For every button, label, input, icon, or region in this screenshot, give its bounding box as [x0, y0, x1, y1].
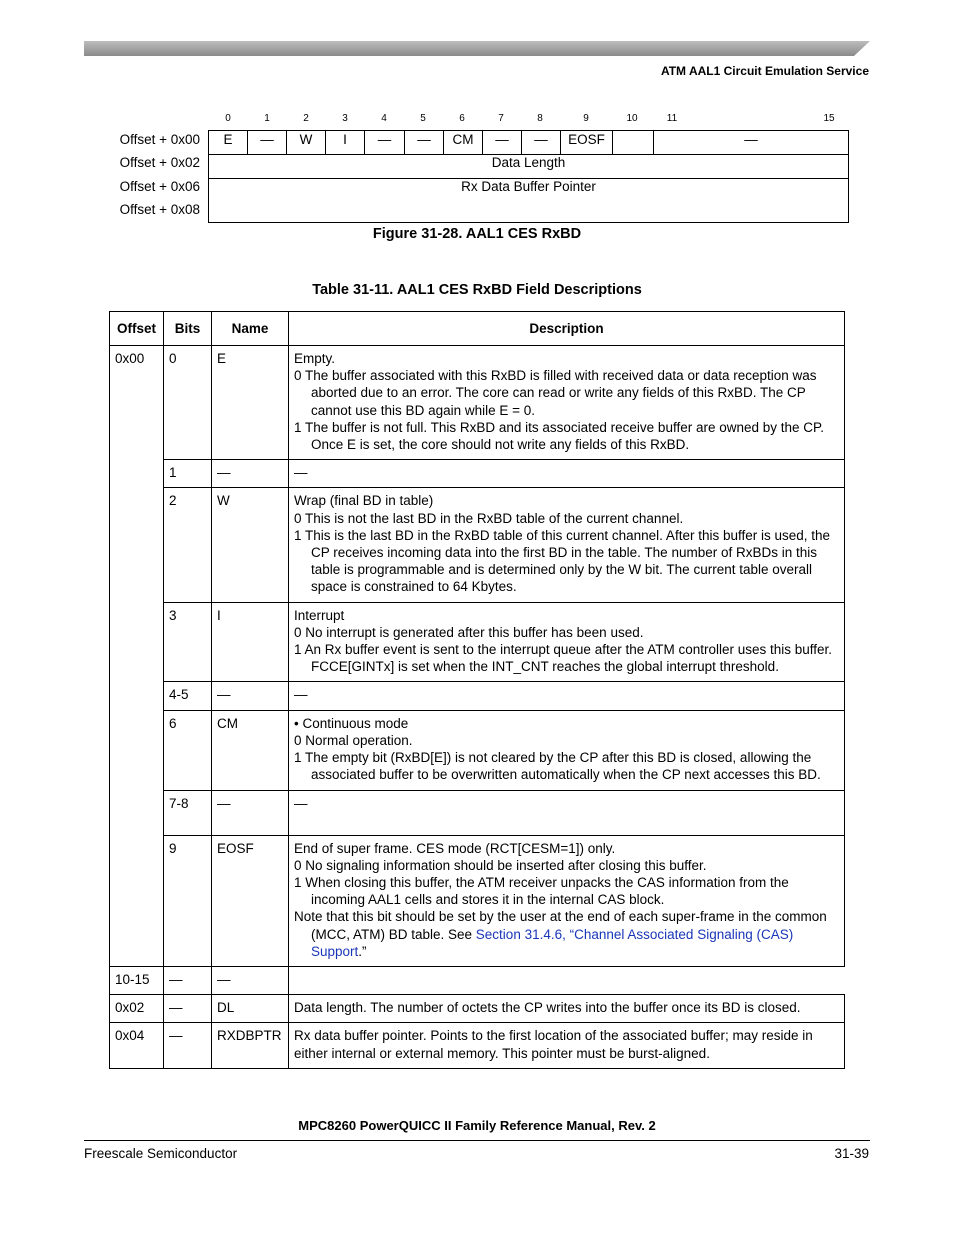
table-row — [110, 835, 845, 966]
cell-name: I — [212, 602, 289, 682]
desc-line: 0 Normal operation. — [294, 732, 413, 748]
header-name: Name — [212, 312, 289, 346]
offset-label: Offset + 0x00 — [119, 132, 200, 147]
field-reserved: — — [365, 131, 405, 154]
field-reserved: — — [483, 131, 522, 154]
page-number: 31-39 — [834, 1146, 869, 1161]
desc-line: Empty. — [294, 351, 336, 366]
cell-bits: — — [164, 995, 212, 1023]
field-reserved: — — [405, 131, 444, 154]
cell-bits: 4-5 — [164, 682, 212, 710]
desc-line: 0 This is not the last BD in the RxBD table of the current channel. — [294, 510, 684, 526]
field-eosf: EOSF — [561, 131, 613, 154]
desc-line: 1 The empty bit (RxBD[E]) is not cleared by the CP after this BD is closed, allowing the associated buffer to be overwritten automatically when the CP next accesses this BD. — [294, 750, 821, 783]
desc-line: 1 The buffer is not full. This RxBD and its associated receive buffer are owned by the CP. Once E is set, the core should not write any fields of this RxBD. — [294, 419, 825, 453]
cell-offset: 0x00 — [110, 346, 164, 967]
cell-description: Data length. The number of octets the CP writes into the buffer once its BD is closed. — [289, 995, 845, 1023]
table-row — [110, 790, 845, 835]
cell-name: — — [212, 790, 289, 835]
cell-name: W — [212, 488, 289, 602]
field-reserved: — — [744, 132, 758, 147]
table-row — [110, 460, 845, 488]
table-row — [110, 488, 845, 602]
cell-description — [289, 488, 845, 602]
header-description: Description — [289, 312, 845, 346]
field-description-table — [109, 311, 845, 1069]
field-cm: CM — [444, 131, 483, 154]
desc-line: 0 The buffer associated with this RxBD is filled with received data or data reception was aborted due to an error. The core can read or write any fields of this RxBD. The CP cannot use this BD again while E = 0. — [294, 368, 817, 418]
cell-offset: 0x02 — [110, 995, 164, 1023]
cell-name: EOSF — [212, 835, 289, 966]
cell-bits: 9 — [164, 835, 212, 966]
field-reserved: — — [248, 131, 287, 154]
cell-description — [289, 346, 845, 460]
field-w: W — [287, 131, 326, 154]
cell-name: — — [164, 967, 212, 995]
rx-pointer-field: Rx Data Buffer Pointer — [461, 179, 596, 194]
bit-number: 15 — [823, 113, 835, 124]
cell-name: E — [212, 346, 289, 460]
desc-line: Interrupt — [294, 607, 345, 623]
field-e: E — [209, 131, 248, 154]
cell-description: — — [289, 682, 845, 710]
company-name: Freescale Semiconductor — [84, 1146, 238, 1161]
offset-label: Offset + 0x02 — [119, 155, 200, 170]
desc-line: 1 This is the last BD in the RxBD table of this current channel. After this buffer is used, the CP receives incoming data into the first BD in the table. The number of RxBDs in this table is programmable and is determined only by the W bit. The current table overall space is constrained to 64 Kbytes. — [294, 527, 831, 595]
header-bar — [84, 41, 870, 56]
register-diagram — [208, 130, 849, 223]
table-caption: Table 31-11. AAL1 CES RxBD Field Descriptions — [312, 282, 642, 298]
header-offset: Offset — [110, 312, 164, 346]
bit-number: 11 — [666, 113, 678, 124]
table-row — [110, 710, 845, 790]
cell-description — [289, 602, 845, 682]
cell-bits: 2 — [164, 488, 212, 602]
desc-line: 1 An Rx buffer event is sent to the interrupt queue after the ATM controller uses this buffer. FCCE[GINTx] is set when the INT_CNT reaches the global interrupt threshold. — [294, 642, 833, 675]
figure-caption: Figure 31-28. AAL1 CES RxBD — [372, 226, 582, 242]
bit-number: 10 — [626, 113, 638, 124]
data-length-field: Data Length — [491, 155, 566, 170]
offset-label: Offset + 0x06 — [119, 179, 200, 194]
header-bits: Bits — [164, 312, 212, 346]
bit-number: 4 — [381, 113, 387, 124]
cell-bits: 0 — [164, 346, 212, 460]
table-row — [110, 602, 845, 682]
offset-label: Offset + 0x08 — [119, 202, 200, 217]
cell-description: — — [289, 790, 845, 835]
field-blank — [613, 131, 654, 154]
cell-bits: 1 — [164, 460, 212, 488]
cell-description: Rx data buffer pointer. Points to the first location of the associated buffer; may reside in either internal or external memory. This pointer must be burst-aligned. — [289, 1023, 845, 1068]
cell-name: RXDBPTR — [212, 1023, 289, 1068]
bit-number: 3 — [342, 113, 348, 124]
cell-name: — — [212, 682, 289, 710]
table-row — [110, 995, 845, 1023]
note-text: Note that this bit should be set by the user at the end of each super-frame in the common (MCC, ATM) BD table. See — [294, 909, 827, 942]
table-row — [110, 346, 845, 460]
table-row — [110, 1023, 845, 1068]
bit-number: 7 — [498, 113, 504, 124]
table-header-row — [110, 312, 845, 346]
footer-divider — [84, 1140, 870, 1141]
cell-description — [289, 835, 845, 966]
desc-note — [294, 908, 839, 960]
manual-title: MPC8260 PowerQUICC II Family Reference Manual, Rev. 2 — [298, 1118, 656, 1133]
register-row-0 — [209, 131, 848, 155]
bit-number: 5 — [420, 113, 426, 124]
cell-bits: 10-15 — [110, 967, 164, 995]
desc-line: End of super frame. CES mode (RCT[CESM=1]) only. — [294, 840, 616, 856]
cell-name: DL — [212, 995, 289, 1023]
cell-description: — — [212, 967, 289, 995]
cell-description — [289, 710, 845, 790]
bit-number: 0 — [225, 113, 231, 124]
bit-number: 6 — [459, 113, 465, 124]
desc-line: 0 No interrupt is generated after this buffer has been used. — [294, 624, 644, 640]
section-title: ATM AAL1 Circuit Emulation Service — [660, 64, 869, 78]
cell-description: — — [289, 460, 845, 488]
cell-bits: — — [164, 1023, 212, 1068]
cell-name: CM — [212, 710, 289, 790]
cell-bits: 7-8 — [164, 790, 212, 835]
bit-number: 8 — [537, 113, 543, 124]
bit-number: 2 — [303, 113, 309, 124]
note-text: .” — [358, 943, 367, 959]
table-row — [110, 967, 845, 995]
field-i: I — [326, 131, 365, 154]
field-reserved: — — [522, 131, 561, 154]
cell-name: — — [212, 460, 289, 488]
desc-line: • Continuous mode — [294, 715, 409, 731]
desc-line: 0 No signaling information should be inserted after closing this buffer. — [294, 857, 707, 873]
cell-offset: 0x04 — [110, 1023, 164, 1068]
section-link[interactable]: Section 31.4.6, “Channel Associated Signaling (CAS) Support — [311, 926, 794, 959]
desc-line: Wrap (final BD in table) — [294, 493, 434, 509]
bit-number: 1 — [264, 113, 270, 124]
cell-bits: 3 — [164, 602, 212, 682]
bit-number: 9 — [583, 113, 589, 124]
cell-bits: 6 — [164, 710, 212, 790]
table-row — [110, 682, 845, 710]
desc-line: 1 When closing this buffer, the ATM receiver unpacks the CAS information from the incoming AAL1 cells and stores it in the internal CAS block. — [294, 875, 789, 908]
